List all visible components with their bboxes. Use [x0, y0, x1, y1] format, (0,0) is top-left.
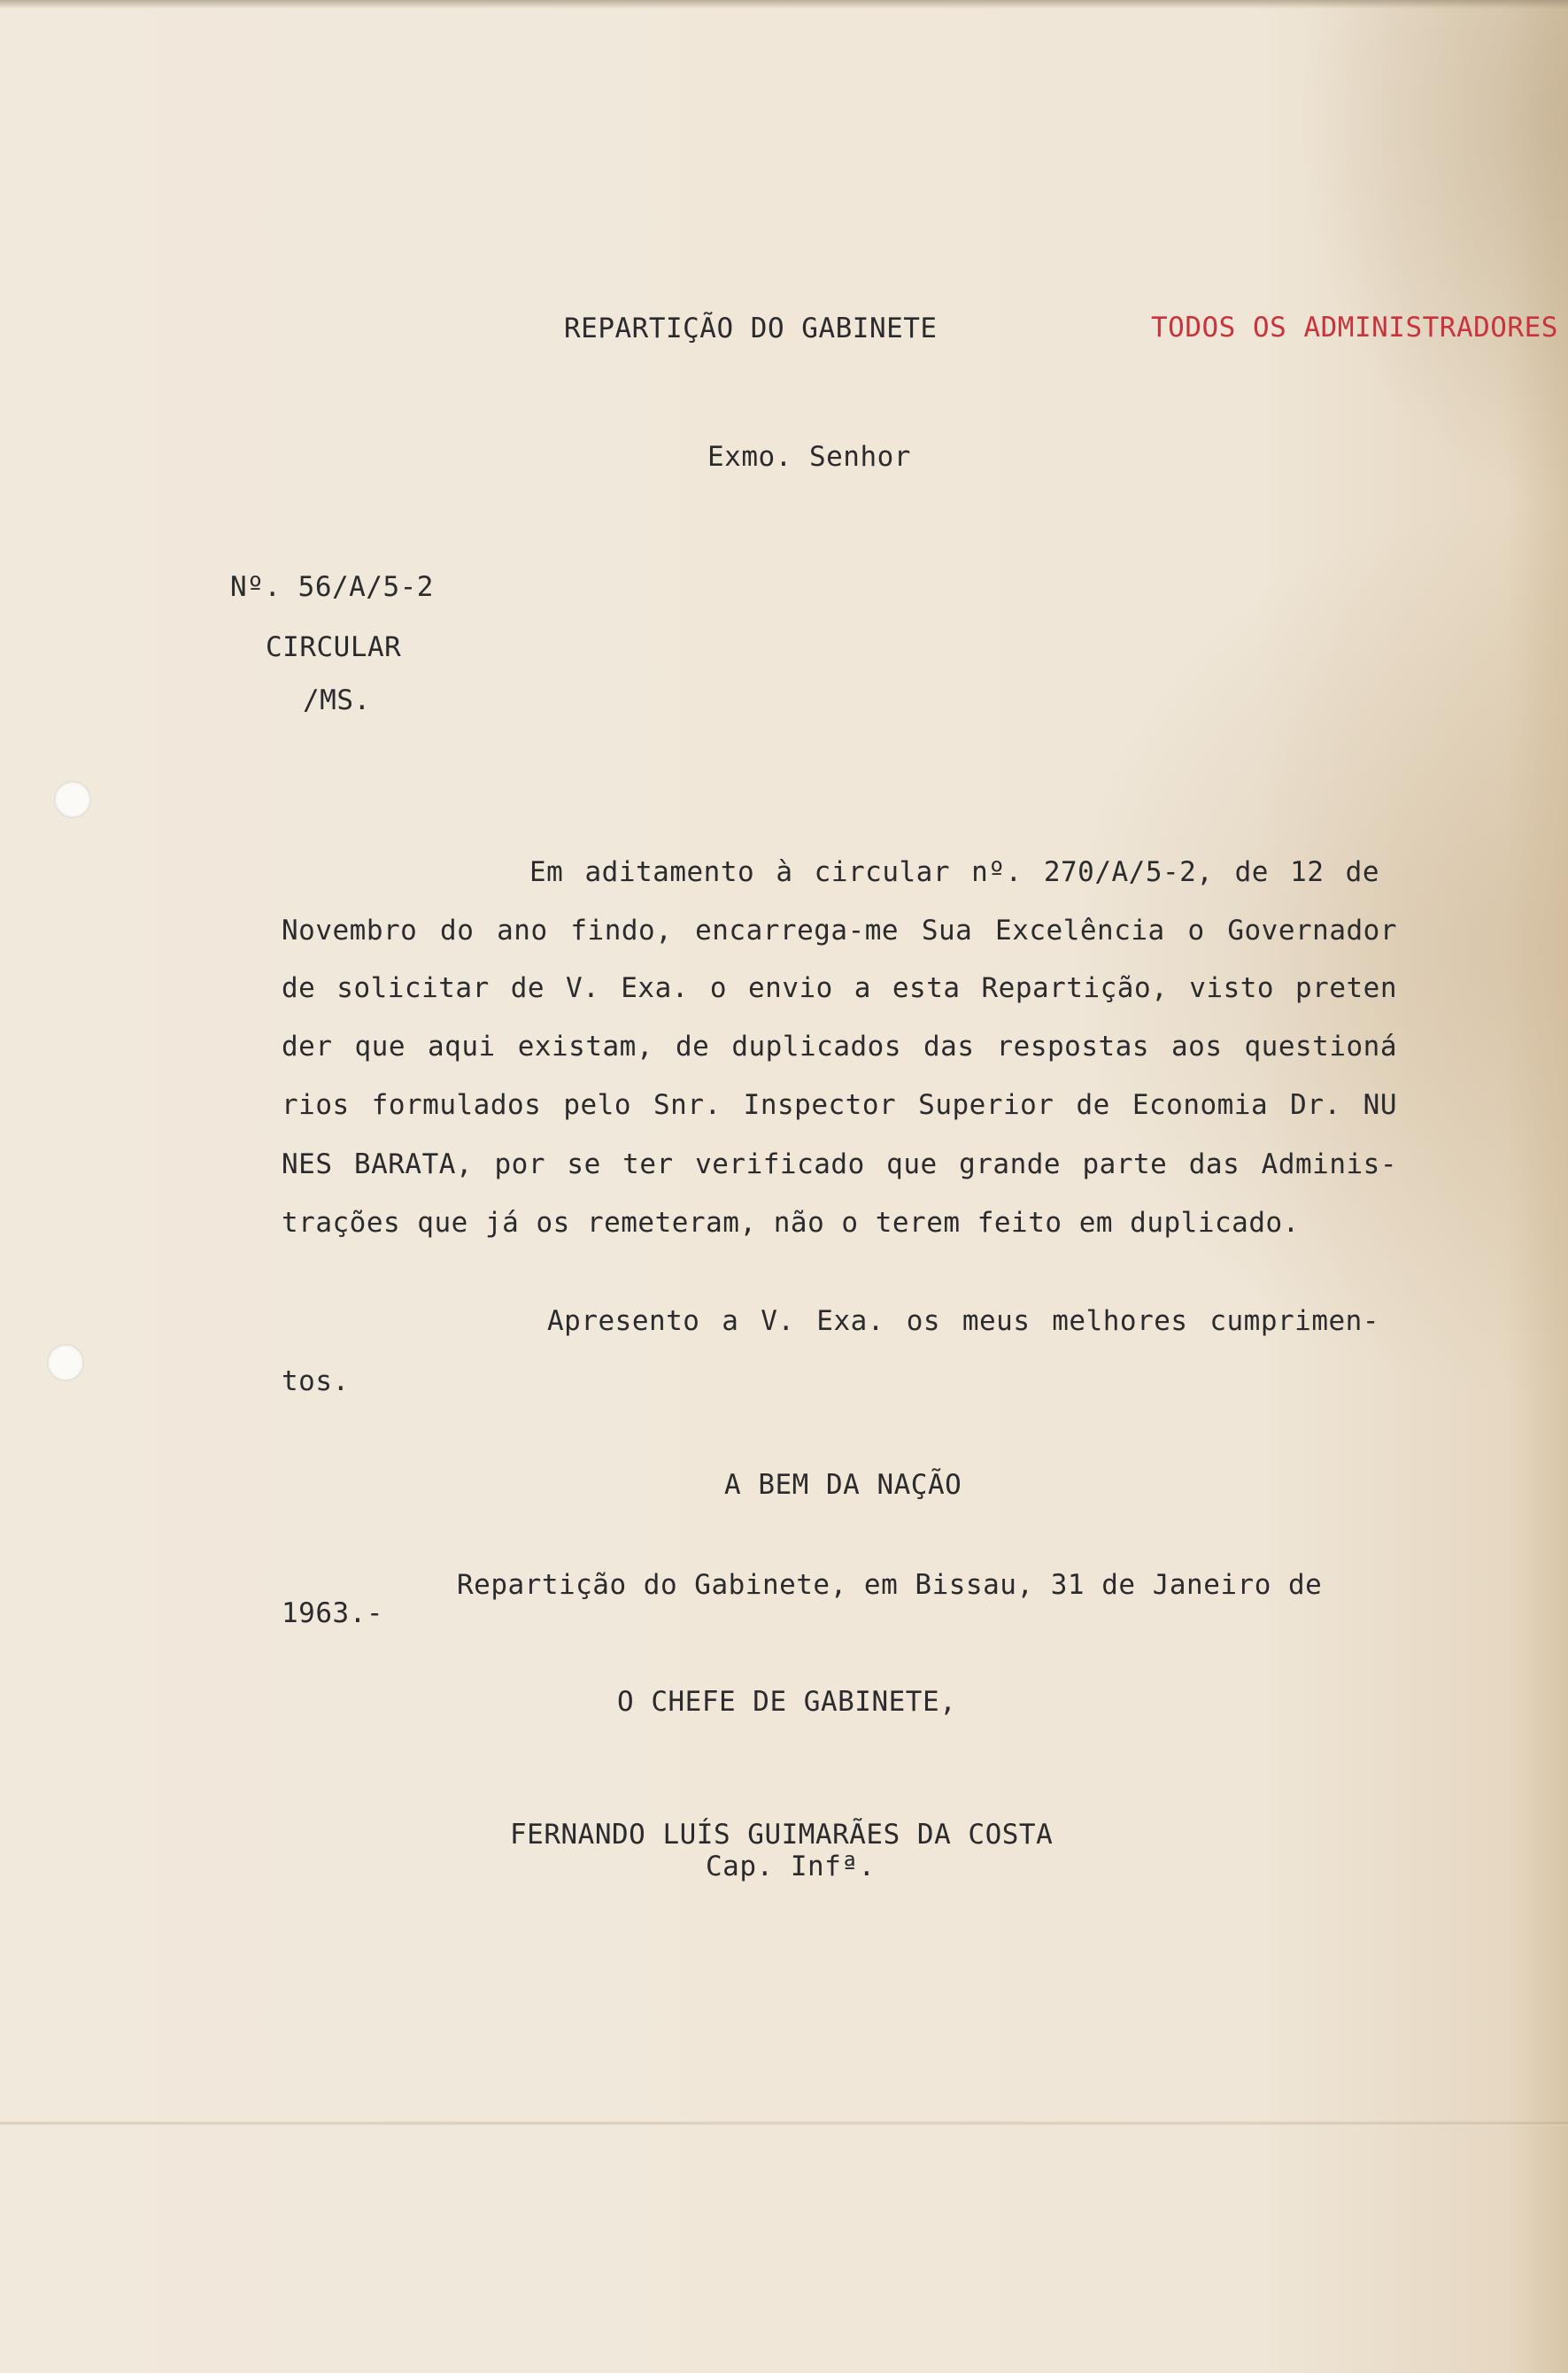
- page-fold-line: [0, 2121, 1568, 2126]
- reference-type: CIRCULAR: [266, 631, 402, 663]
- body-line-3: de solicitar de V. Exa. o envio a esta Repartição, visto preten: [282, 972, 1397, 1004]
- body-line-6: NES BARATA, por se ter verificado que grande parte das Adminis-: [282, 1148, 1397, 1180]
- body-line-1: Em aditamento à circular nº. 270/A/5-2, de 12 de: [529, 856, 1379, 888]
- signatory-rank: Cap. Infª.: [706, 1851, 876, 1882]
- signatory-title: O CHEFE DE GABINETE,: [617, 1686, 957, 1718]
- salutation: Exmo. Senhor: [707, 441, 911, 473]
- body-line-5: rios formulados pelo Snr. Inspector Superior de Economia Dr. NU: [282, 1089, 1397, 1121]
- body-line-4: der que aqui existam, de duplicados das respostas aos questioná: [282, 1031, 1397, 1063]
- place-date-line: Repartição do Gabinete, em Bissau, 31 de Janeiro de: [457, 1569, 1323, 1601]
- punch-hole-upper: [54, 781, 91, 818]
- year-line: 1963.-: [282, 1597, 383, 1629]
- body-line-7: trações que já os remeteram, não o terem feito em duplicado.: [282, 1207, 1300, 1239]
- body-line-2: Novembro do ano findo, encarrega-me Sua Excelência o Governador: [282, 915, 1397, 947]
- department-heading: REPARTIÇÃO DO GABINETE: [564, 313, 938, 344]
- reference-initials: /MS.: [303, 684, 371, 716]
- signatory-name: FERNANDO LUÍS GUIMARÃES DA COSTA: [510, 1819, 1054, 1851]
- closing-paragraph-line-1: Apresento a V. Exa. os meus melhores cumprimen-: [547, 1305, 1379, 1337]
- recipient-stamp: TODOS OS ADMINISTRADORES: [1151, 312, 1558, 344]
- closing-paragraph-line-2: tos.: [282, 1365, 350, 1397]
- motto: A BEM DA NAÇÃO: [724, 1469, 962, 1501]
- page-top-edge: [0, 0, 1568, 9]
- punch-hole-lower: [47, 1344, 84, 1381]
- reference-number: Nº. 56/A/5-2: [230, 571, 434, 603]
